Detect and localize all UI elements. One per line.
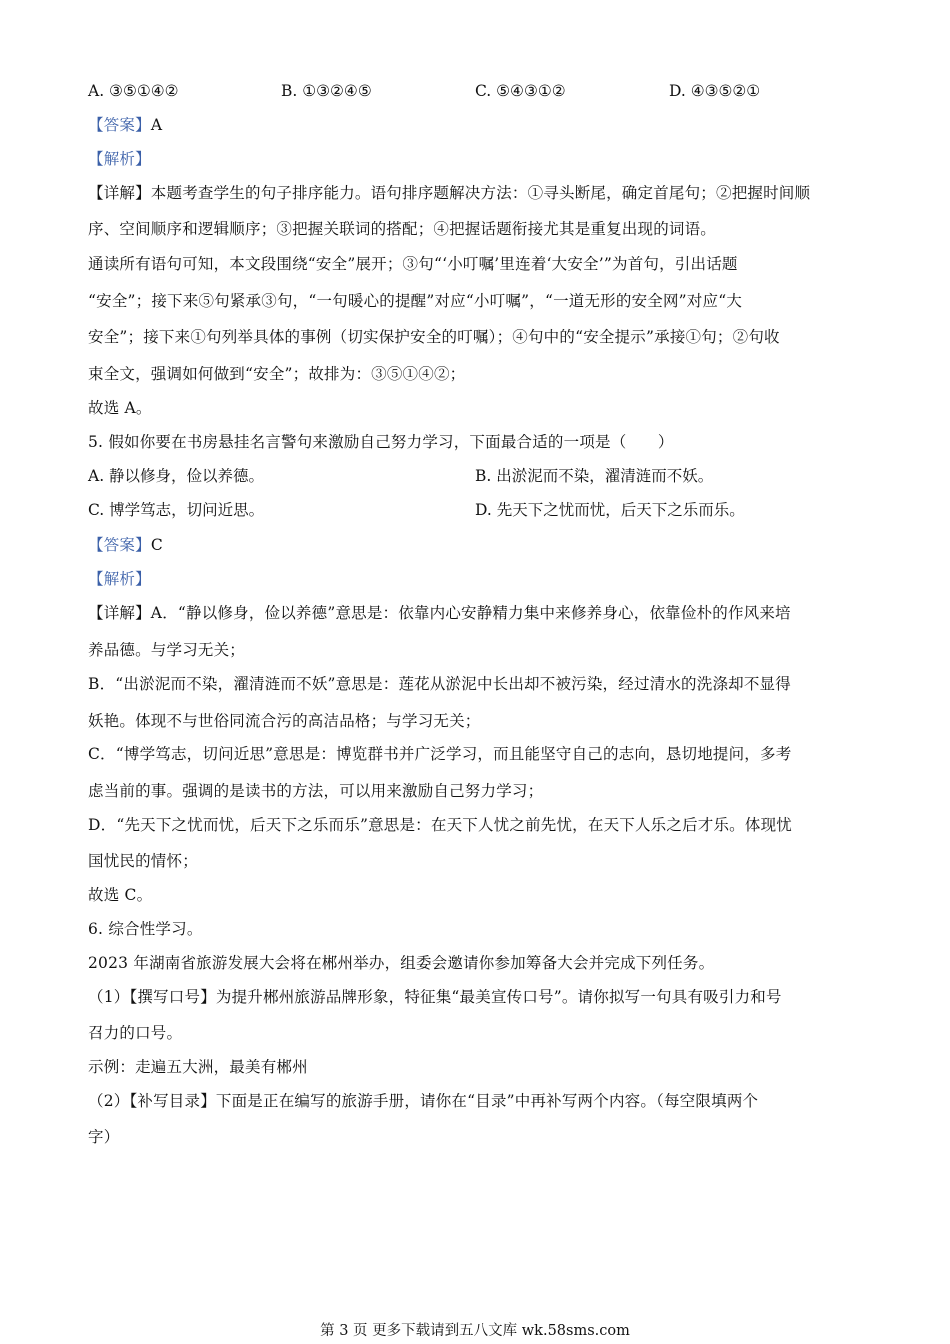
q4-detail-line: 通读所有语句可知，本文段围绕“安全”展开；③句“‘小叮嘱’里连着‘大安全’”为首句，引出话题 bbox=[88, 255, 738, 273]
q4-detail-line: “安全”；接下来⑤句紧承③句，“一句暖心的提醒”对应“小叮嘱”，“一道无形的安全网”对应“大 bbox=[88, 292, 743, 310]
q4-detail-line: 序、空间顺序和逻辑顺序；③把握关联词的搭配；④把握话题衔接尤其是重复出现的词语。 bbox=[88, 220, 717, 238]
answer-value: A bbox=[150, 116, 163, 134]
q5-detail-line: 国忧民的情怀； bbox=[88, 852, 198, 870]
q6-title: 6. 综合性学习。 bbox=[88, 920, 203, 938]
page-footer: 第 3 页 更多下载请到五八文库 wk.58sms.com bbox=[320, 1323, 630, 1339]
q5-option-d: D. 先天下之忧而忧，后天下之乐而乐。 bbox=[475, 501, 745, 519]
q4-option-b: B. ①③②④⑤ bbox=[281, 82, 372, 100]
answer-tag: 【答案】 bbox=[88, 536, 151, 554]
q4-conclusion: 故选 A。 bbox=[88, 399, 152, 417]
q4-detail-line: 安全”；接下来①句列举具体的事例（切实保护安全的叮嘱）；④句中的“安全提示”承接①句；②句收 bbox=[88, 328, 780, 346]
answer-tag: 【答案】 bbox=[88, 116, 151, 134]
q6-example: 示例：走遍五大洲，最美有郴州 bbox=[88, 1058, 308, 1076]
q4-answer bbox=[88, 114, 868, 136]
q6-intro: 2023 年湖南省旅游发展大会将在郴州举办，组委会邀请你参加筹备大会并完成下列任务。 bbox=[88, 954, 715, 972]
q5-detail-line: C．“博学笃志，切问近思”意思是：博览群书并广泛学习，而且能坚守自己的志向，恳切地提问，多考 bbox=[88, 745, 792, 763]
q5-option-c: C. 博学笃志，切问近思。 bbox=[88, 501, 265, 519]
q6-task1-line: 召力的口号。 bbox=[88, 1024, 183, 1042]
q5-detail-line: 养品德。与学习无关； bbox=[88, 641, 246, 659]
q5-answer bbox=[88, 534, 868, 556]
q4-detail-line: 束全文，强调如何做到“安全”；故排为：③⑤①④②； bbox=[88, 365, 466, 383]
q5-analysis-tag: 【解析】 bbox=[88, 570, 151, 588]
q5-detail-line: 虑当前的事。强调的是读书的方法，可以用来激励自己努力学习； bbox=[88, 782, 544, 800]
q5-detail-line: D．“先天下之忧而忧，后天下之乐而乐”意思是：在天下人忧之前先忧，在天下人乐之后才乐。体现忧 bbox=[88, 816, 792, 834]
q6-task2-line: （2）【补写目录】下面是正在编写的旅游手册，请你在“目录”中再补写两个内容。（每空限填两个 bbox=[88, 1092, 759, 1110]
q6-task1-line: （1）【撰写口号】为提升郴州旅游品牌形象，特征集“最美宣传口号”。请你拟写一句具有吸引力和号 bbox=[88, 988, 782, 1006]
q4-option-a: A. ③⑤①④② bbox=[88, 82, 179, 100]
answer-value: C bbox=[150, 536, 163, 554]
q4-option-c: C. ⑤④③①② bbox=[475, 82, 566, 100]
q4-analysis-tag: 【解析】 bbox=[88, 150, 151, 168]
q5-option-b: B. 出淤泥而不染，濯清涟而不妖。 bbox=[475, 467, 714, 485]
q6-task2-line: 字） bbox=[88, 1128, 120, 1146]
q4-detail-line: 【详解】本题考查学生的句子排序能力。语句排序题解决方法：①寻头断尾，确定首尾句；②把握时间顺 bbox=[88, 184, 811, 202]
q5-conclusion: 故选 C。 bbox=[88, 886, 153, 904]
q5-detail-line: B．“出淤泥而不染，濯清涟而不妖”意思是：莲花从淤泥中长出却不被污染，经过清水的洗涤却不显得 bbox=[88, 675, 791, 693]
q5-detail-line: 妖艳。体现不与世俗同流合污的高洁品格；与学习无关； bbox=[88, 712, 481, 730]
q4-option-d: D. ④③⑤②① bbox=[669, 82, 761, 100]
q5-detail-line: 【详解】A．“静以修身，俭以养德”意思是：依靠内心安静精力集中来修养身心，依靠俭朴的作风来培 bbox=[88, 604, 791, 622]
q5-stem: 5. 假如你要在书房悬挂名言警句来激励自己努力学习，下面最合适的一项是（ ） bbox=[88, 433, 674, 451]
q5-option-a: A. 静以修身，俭以养德。 bbox=[88, 467, 265, 485]
